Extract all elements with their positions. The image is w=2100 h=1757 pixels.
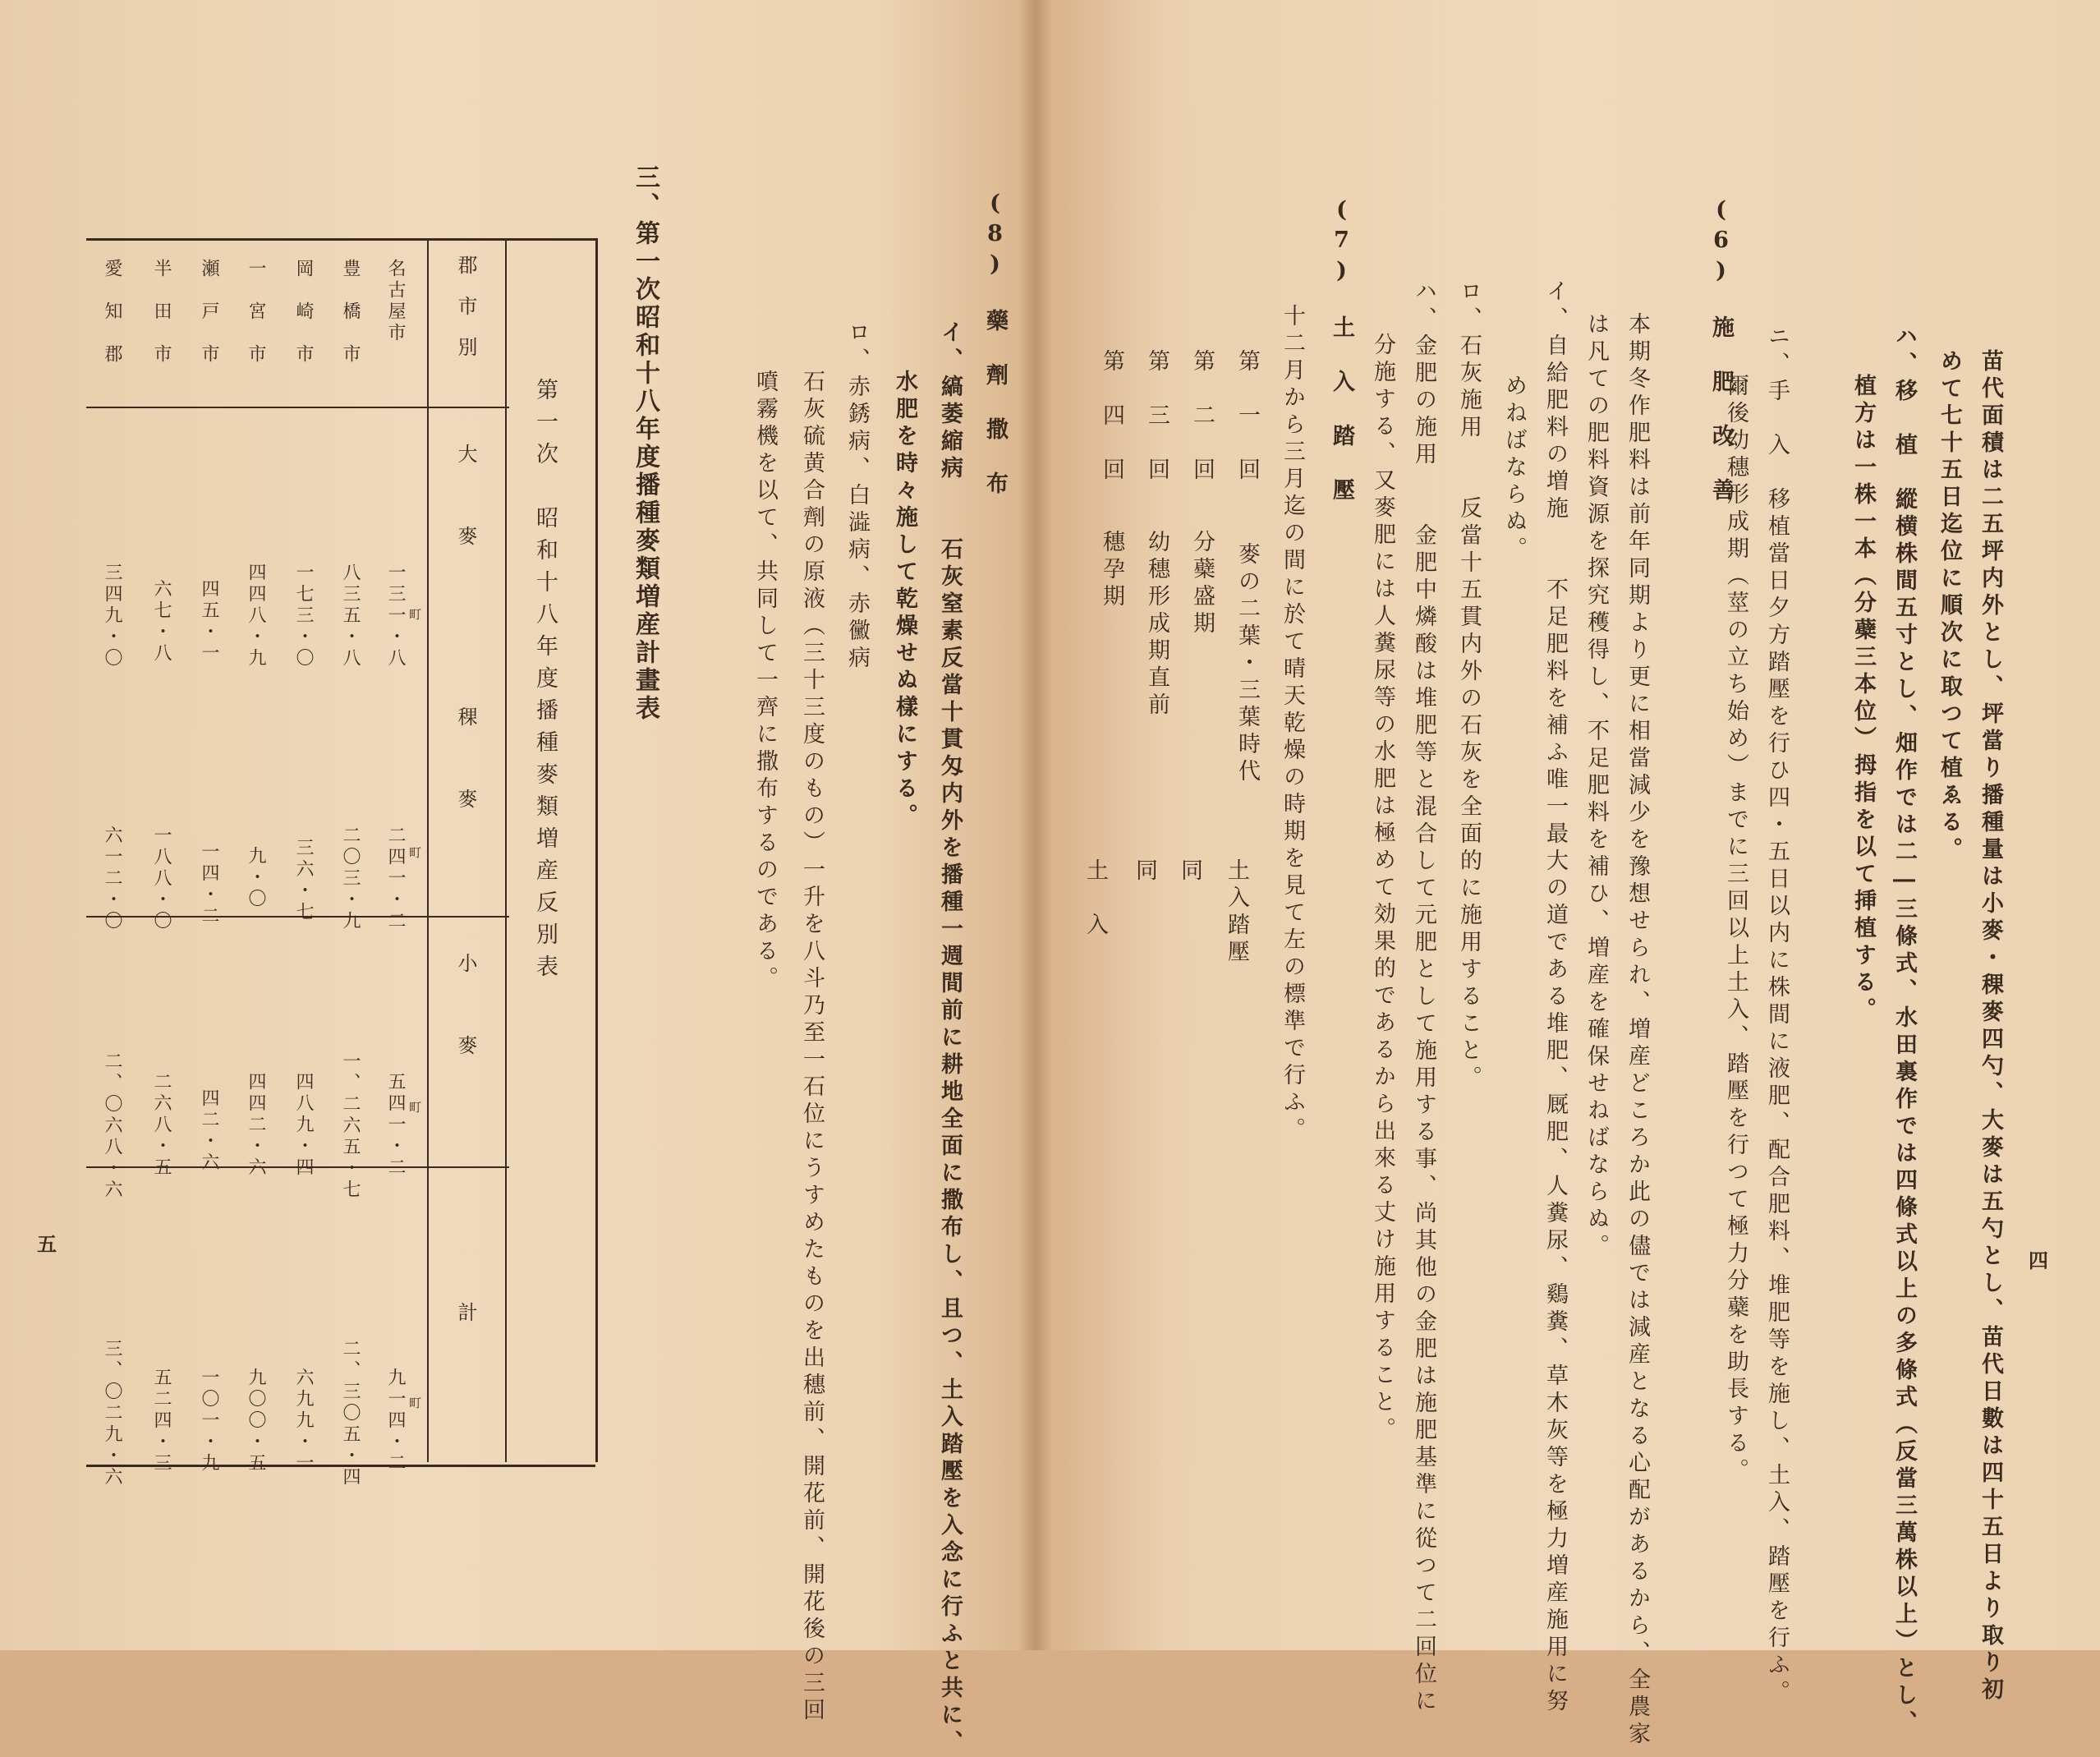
schedule-work: 土入踏壓 — [1224, 858, 1249, 967]
text-column: ロ、石灰施用 反當十五貫内外の石灰を全面的に施用すること。 — [1456, 279, 1482, 1092]
section-heading-8: (8) 藥 劑 撒 布 — [982, 191, 1008, 499]
table-header-total: 計 — [454, 1302, 477, 1343]
schedule-period: 麥の二葉・三葉時代 — [1234, 542, 1260, 786]
text-column: イ、自給肥料の増施 不足肥料を補ふ唯一最大の道である堆肥、厩肥、人糞尿、鷄糞、草木灰等を極力増産施用に努 — [1542, 279, 1568, 1716]
row-total: 二、三〇五・四 — [340, 1339, 361, 1488]
text-column: ニ、手 入 移植當日夕方踏壓を行ひ四・五日以内に株間に液肥、配合肥料、堆肥等を施し、土入、踏壓を行ふ。 — [1764, 324, 1790, 1707]
row-barley: 一三一・八 — [385, 563, 406, 669]
schedule-work: 同 — [1177, 858, 1202, 885]
text-column: めて七十五日迄位に順次に取つて植ゑる。 — [1937, 349, 1962, 864]
row-barley: 四四八・九 — [246, 563, 266, 669]
schedule-period: 分蘗盛期 — [1189, 530, 1215, 638]
row-wheat: 五四一・二 — [385, 1072, 406, 1179]
row-total: 六九九・一 — [293, 1368, 314, 1474]
row-total: 九〇〇・五 — [246, 1368, 266, 1474]
text-column: 分施する、又麥肥には人糞尿等の水肥は極めて効果的であるから出來る丈け施用すること。 — [1370, 333, 1395, 1444]
table-title: 第一次 昭和十八年度播種麥類増産反別表 — [532, 378, 558, 987]
schedule-work: 土 入 — [1082, 858, 1108, 940]
unit-label: 町 — [407, 1396, 422, 1412]
row-barley: 一七三・〇 — [293, 563, 314, 669]
row-wheat: 四四二・六 — [246, 1072, 266, 1179]
table-row-divider — [86, 407, 509, 408]
table-header-divider — [427, 238, 429, 1462]
text-column: 苗代面積は二五坪内外とし、坪當り播種量は小麥・稞麥四勺、大麥は五勺とし、苗代日數は四十五日より取り初 — [1978, 349, 2003, 1704]
unit-label: 町 — [407, 1101, 422, 1116]
unit-label: 町 — [407, 846, 422, 862]
text-column: は凡ての肥料資源を探究穫得し、不足肥料を補ひ、増産を確保せねばならぬ。 — [1583, 312, 1609, 1261]
row-barley: 八三五・八 — [340, 563, 361, 669]
row-naked-barley: 二〇三・九 — [340, 826, 361, 932]
text-column: 本期冬作肥料は前年同期より更に相當減少を豫想せられ、増産どころか此の儘では減産となる心配があるから、全農家 — [1624, 312, 1650, 1749]
section-heading-6: (6) 施 肥 改 善 — [1708, 197, 1734, 505]
row-area: 愛知郡 — [102, 259, 122, 387]
row-wheat: 四二・六 — [199, 1088, 219, 1174]
table-title-divider — [505, 238, 507, 1462]
text-column: 爾後幼穗形成期（莖の立ち始め）までに三回以上土入、踏壓を行つて極力分蘗を助長する。 — [1723, 374, 1748, 1485]
schedule-round: 第 三 回 — [1144, 349, 1169, 485]
row-total: 三、〇二九・六 — [102, 1339, 122, 1488]
row-naked-barley: 三六・七 — [293, 838, 314, 923]
page-number-left: 五 — [37, 1232, 57, 1256]
row-area: 一宮市 — [246, 259, 266, 387]
row-wheat: 二六八・五 — [151, 1072, 172, 1179]
schedule-work: 同 — [1132, 858, 1157, 885]
text-column: 噴霧機を以て、共同して一齊に撒布するのである。 — [752, 370, 778, 993]
row-naked-barley: 一四・二 — [199, 842, 219, 927]
row-area: 半田市 — [151, 259, 172, 387]
table-header-barley: 大 麥 — [454, 444, 477, 567]
row-naked-barley: 二四一・二 — [385, 826, 406, 932]
row-wheat: 一、二六五・七 — [340, 1051, 361, 1201]
row-area: 豊橋市 — [340, 259, 361, 387]
schedule-period: 幼穗形成期直前 — [1144, 530, 1169, 720]
row-area: 岡崎市 — [293, 259, 314, 387]
text-column: ハ、金肥の施用 金肥中燐酸は堆肥等と混合して元肥として施用する事、尚其他の金肥は施肥基準に從つて二回位に — [1411, 279, 1436, 1716]
row-barley: 六七・八 — [151, 579, 172, 665]
row-naked-barley: 六一二・〇 — [102, 826, 122, 932]
table-header-naked-barley: 稞 麥 — [454, 706, 477, 830]
row-wheat: 二、〇六八・六 — [102, 1051, 122, 1201]
book-gutter — [1018, 0, 1051, 1650]
row-total: 五二四・三 — [151, 1368, 172, 1474]
text-column: ハ、移 植 縱横株間五寸とし、畑作では二―三條式、水田裏作では四條式以上の多條式（反當三萬株以上）とし、 — [1891, 324, 1917, 1737]
text-column: イ、縞萎縮病 石灰窒素反當十貫匁内外を播種一週間前に耕地全面に撒布し、且つ、土入踏壓を入念に行ふと共に、 — [937, 320, 963, 1757]
row-area: 瀬戸市 — [199, 259, 219, 387]
row-naked-barley: 一八八・〇 — [151, 826, 172, 932]
table-header-wheat: 小 麥 — [454, 953, 477, 1076]
row-total: 一〇一・九 — [199, 1368, 219, 1474]
row-area: 名古屋市 — [385, 259, 406, 344]
row-naked-barley: 九・〇 — [246, 846, 266, 910]
row-barley: 四五・一 — [199, 579, 219, 665]
text-column: めねばならぬ。 — [1501, 374, 1527, 563]
section-heading-3: 三、第一次昭和十八年度播種麥類増産計畫表 — [631, 164, 659, 723]
page-number-right: 四 — [2029, 1249, 2048, 1272]
unit-label: 町 — [407, 608, 422, 623]
row-barley: 三四九・〇 — [102, 563, 122, 669]
schedule-round: 第 四 回 — [1099, 349, 1124, 485]
table-header-area: 郡市別 — [454, 255, 477, 378]
row-total: 九一四・二 — [385, 1368, 406, 1474]
schedule-round: 第 一 回 — [1234, 349, 1260, 485]
text-column: ロ、赤銹病、白澁病、赤黴病 — [844, 320, 870, 673]
schedule-period: 穗孕期 — [1099, 530, 1124, 611]
section-heading-7: (7) 土 入 踏 壓 — [1329, 197, 1354, 505]
schedule-round: 第 二 回 — [1189, 349, 1215, 485]
text-column: 水肥を時々施して乾燥せぬ樣にする。 — [892, 370, 917, 830]
text-column: 植方は一株一本（分蘗三本位）拇指を以て挿植する。 — [1850, 374, 1876, 1024]
text-column: 石灰硫黄合劑の原液（三十三度のもの）一升を八斗乃至一石位にうすめたものを出穗前、開花前、開花後の三回 — [799, 370, 825, 1725]
table-right-edge — [595, 238, 598, 1462]
text-column: 十二月から三月迄の間に於て晴天乾燥の時期を見て左の標準で行ふ。 — [1280, 304, 1305, 1144]
row-wheat: 四八九・四 — [293, 1072, 314, 1179]
